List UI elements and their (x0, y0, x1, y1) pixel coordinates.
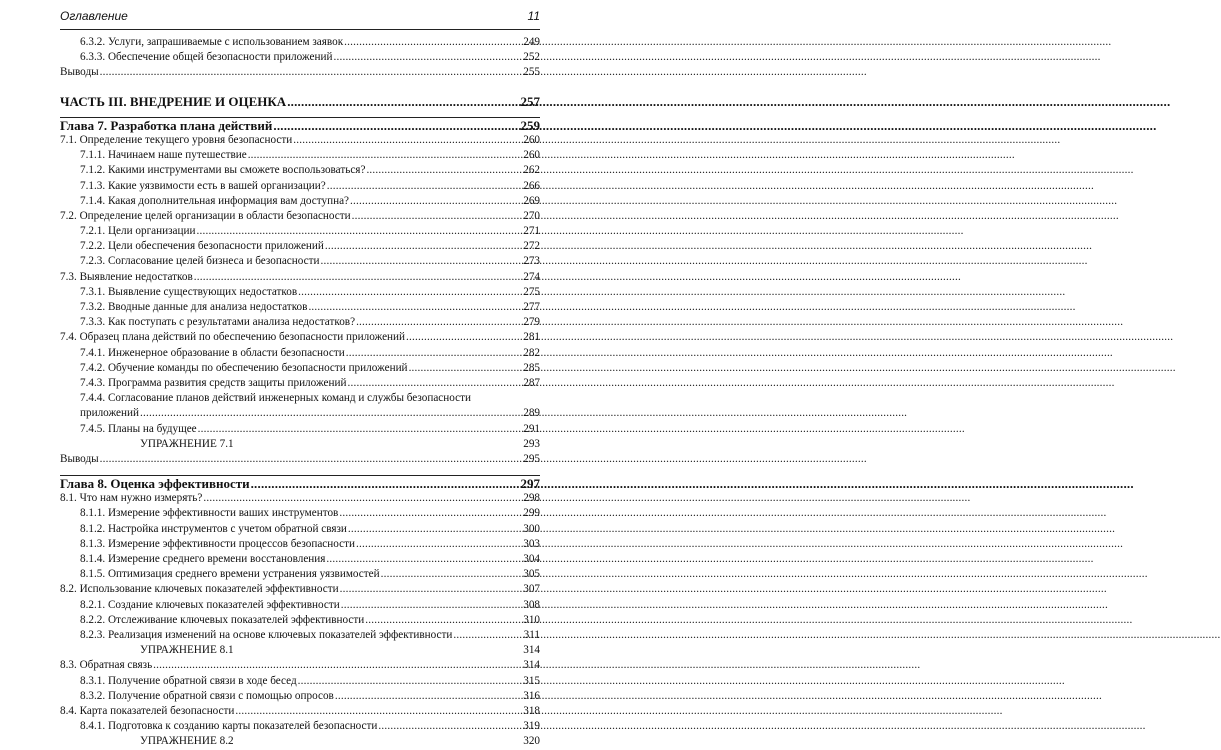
dot-leader (409, 361, 523, 376)
toc-entry-title-line1: 7.4.4. Согласование планов действий инженерных команд и службы безопасности (80, 392, 471, 405)
toc-page-number: 308 (523, 598, 540, 611)
toc-page-number: 305 (523, 568, 540, 581)
toc-page-number: 271 (523, 225, 540, 238)
dot-leader (347, 376, 522, 391)
toc-page-number: 255 (523, 66, 540, 79)
toc-page-number: 314 (523, 659, 540, 672)
dot-leader (100, 65, 523, 80)
toc-entry-title: 7.3.2. Вводные данные для анализа недостатков (80, 301, 308, 313)
toc-entry-title: 7.3. Выявление недостатков (60, 270, 193, 283)
toc-page-number: 260 (523, 133, 540, 146)
dot-leader (251, 476, 520, 491)
dot-leader (248, 148, 523, 163)
toc-page-number: 275 (523, 285, 540, 298)
toc-entry-title: 7.1.3. Какие уязвимости есть в вашей организации? (80, 179, 326, 192)
toc-entry[interactable] (60, 133, 540, 148)
toc-entry[interactable] (60, 194, 540, 209)
dot-leader (340, 582, 523, 597)
toc-entry[interactable] (60, 567, 540, 582)
dot-leader (326, 552, 522, 567)
toc-page-number: 293 (523, 437, 540, 450)
dot-leader (293, 133, 522, 148)
toc-exercise-title: УПРАЖНЕНИЕ 8.1 (140, 644, 234, 657)
toc-entry[interactable] (60, 148, 540, 163)
toc-entry[interactable] (60, 209, 540, 224)
toc-entry[interactable] (60, 452, 540, 467)
toc-page-number: 281 (523, 331, 540, 344)
toc-page-number: 298 (523, 492, 540, 505)
dot-leader (333, 50, 522, 65)
toc-page-number: 303 (523, 537, 540, 550)
toc-exercise[interactable] (60, 643, 540, 658)
dot-leader (350, 194, 522, 209)
toc-page-number: 277 (523, 301, 540, 313)
dot-leader (366, 163, 522, 178)
toc-entry-title: 7.2.2. Цели обеспечения безопасности приложений (80, 240, 324, 253)
toc-page-number: 314 (523, 644, 540, 657)
toc-page-number: 249 (523, 36, 540, 48)
spacer (60, 81, 540, 94)
toc-page-number: 285 (523, 361, 540, 374)
toc-page-number: 270 (523, 209, 540, 222)
dot-leader (203, 491, 522, 506)
toc-entry-title: 8.1.1. Измерение эффективности ваших инструментов (80, 507, 339, 520)
toc-page-number: 257 (520, 93, 540, 109)
dot-leader (140, 406, 522, 421)
dot-leader (194, 270, 522, 285)
toc-page-number: 307 (523, 583, 540, 596)
toc-page-number: 318 (523, 704, 540, 717)
dot-leader (352, 209, 523, 224)
toc-entry[interactable] (60, 35, 540, 50)
toc-page-number: 300 (523, 522, 540, 535)
toc-page-number: 320 (523, 735, 540, 748)
toc-page-number: 259 (520, 117, 540, 133)
toc-entry-title: 8.3.2. Получение обратной связи с помощью опросов (80, 689, 334, 702)
toc-entry[interactable] (60, 658, 540, 673)
toc-entry[interactable] (60, 613, 540, 628)
toc-entry-title: 6.3.2. Услуги, запрашиваемые с использованием заявок (80, 36, 344, 48)
toc-entry-title: 7.2.1. Цели организации (80, 225, 196, 238)
toc-page-number: 266 (523, 179, 540, 192)
toc-entry-title: 8.1.5. Оптимизация среднего времени устранения уязвимостей (80, 568, 380, 581)
toc-entry[interactable] (60, 376, 540, 391)
toc-entry[interactable] (60, 491, 540, 506)
toc-entry-title: 7.3.1. Выявление существующих недостатков (80, 285, 298, 298)
toc-entry[interactable] (60, 628, 540, 643)
toc-entry-title: 7.2.3. Согласование целей бизнеса и безопасности (80, 255, 320, 268)
toc-entry[interactable] (60, 163, 540, 178)
toc-entry-title: 7.1.2. Какими инструментами вы сможете воспользоваться? (80, 164, 366, 177)
toc-entry[interactable] (60, 598, 540, 613)
toc-heading[interactable] (60, 94, 540, 109)
dot-leader (325, 239, 522, 254)
toc-exercise[interactable] (60, 734, 540, 749)
toc-entry-title: 7.4.5. Планы на будущее (80, 422, 197, 435)
toc-entry-title: 7.4.2. Обучение команды по обеспечению безопасности приложений (80, 361, 408, 374)
dot-leader (453, 628, 522, 643)
toc-heading[interactable] (60, 118, 540, 133)
toc-entry-title: 6.3.3. Обеспечение общей безопасности приложений (80, 51, 333, 64)
toc-entry-title: Выводы (60, 66, 99, 79)
toc-entry[interactable] (60, 224, 540, 239)
dot-leader (378, 719, 522, 734)
dot-leader (287, 94, 519, 109)
toc-page-number: 279 (523, 316, 540, 329)
toc-entry[interactable] (60, 582, 540, 597)
toc-entry[interactable] (60, 704, 540, 719)
dot-leader (344, 35, 522, 50)
dot-leader (356, 315, 522, 330)
toc-entry-title-line2: приложений (80, 407, 139, 420)
toc-page-number: 297 (520, 476, 540, 492)
dot-leader (335, 689, 522, 704)
toc-page-number: 273 (523, 255, 540, 268)
toc-page-number: 315 (523, 674, 540, 687)
toc-entry[interactable] (60, 270, 540, 285)
table-of-contents (60, 35, 540, 749)
toc-page-number: 282 (523, 346, 540, 359)
toc-entry[interactable] (60, 254, 540, 269)
toc-entry-title: 8.2.2. Отслеживание ключевых показателей эффективности (80, 613, 365, 626)
toc-entry[interactable] (60, 239, 540, 254)
toc-entry[interactable] (60, 285, 540, 300)
toc-entry-title: 7.1.4. Какая дополнительная информация вам доступна? (80, 194, 350, 207)
toc-exercise[interactable] (60, 437, 540, 452)
toc-entry-title: 8.3.1. Получение обратной связи в ходе бесед (80, 674, 297, 687)
toc-page-number: 274 (523, 270, 540, 283)
toc-page-number: 262 (523, 164, 540, 177)
toc-entry[interactable] (60, 552, 540, 567)
toc-page-number: 291 (523, 422, 540, 435)
toc-entry-title: Глава 7. Разработка плана действий (60, 117, 273, 133)
toc-entry[interactable] (60, 422, 540, 437)
dot-leader (235, 704, 522, 719)
dot-leader (298, 674, 523, 689)
toc-entry-title: ЧАСТЬ III. ВНЕДРЕНИЕ И ОЦЕНКА (60, 93, 287, 109)
toc-entry[interactable] (60, 391, 540, 421)
toc-entry[interactable] (60, 179, 540, 194)
toc-entry-title: 8.2.1. Создание ключевых показателей эффективности (80, 598, 340, 611)
dot-leader (100, 452, 523, 467)
toc-entry[interactable] (60, 689, 540, 704)
toc-entry-title: 7.1.1. Начинаем наше путешествие (80, 149, 247, 162)
header-divider (60, 29, 540, 30)
toc-page-number: 310 (523, 613, 540, 626)
toc-page-number: 287 (523, 376, 540, 389)
dot-leader (348, 522, 522, 537)
dot-leader (339, 506, 522, 521)
toc-entry-title: 8.1.4. Измерение среднего времени восстановления (80, 553, 326, 565)
toc-entry-title: 7.4.1. Инженерное образование в области безопасности (80, 346, 345, 359)
dot-leader (298, 285, 522, 300)
dot-leader (198, 422, 523, 437)
toc-page-number: 269 (523, 194, 540, 207)
toc-heading[interactable] (60, 476, 540, 491)
toc-page-number: 319 (523, 720, 540, 733)
toc-entry-title: 7.1. Определение текущего уровня безопасности (60, 133, 293, 146)
toc-page-number: 304 (523, 553, 540, 565)
dot-leader (327, 179, 522, 194)
toc-entry-title: 8.4. Карта показателей безопасности (60, 704, 235, 717)
toc-entry[interactable] (60, 537, 540, 552)
dot-leader (365, 613, 522, 628)
toc-exercise-title: УПРАЖНЕНИЕ 7.1 (140, 437, 234, 450)
toc-page-number: 252 (523, 51, 540, 64)
toc-entry[interactable] (60, 300, 540, 315)
header-page-number: 11 (527, 9, 540, 23)
toc-page-number: 260 (523, 149, 540, 162)
toc-entry[interactable] (60, 330, 540, 345)
dot-leader (308, 300, 522, 315)
toc-entry[interactable] (60, 674, 540, 689)
header-title: Оглавление (60, 9, 128, 23)
toc-entry[interactable] (60, 522, 540, 537)
toc-exercise-title: УПРАЖНЕНИЕ 8.2 (140, 735, 234, 748)
toc-entry-title: Выводы (60, 452, 99, 465)
spacer (60, 467, 540, 475)
toc-entry[interactable] (60, 361, 540, 376)
page-header (60, 9, 540, 25)
toc-entry-title: 7.3.3. Как поступать с результатами анализа недостатков? (80, 316, 356, 329)
toc-entry-title: 8.1.2. Настройка инструментов с учетом обратной связи (80, 522, 347, 535)
toc-entry[interactable] (60, 65, 540, 80)
toc-entry[interactable] (60, 346, 540, 361)
toc-entry-title: 8.4.1. Подготовка к созданию карты показателей безопасности (80, 720, 378, 733)
dot-leader (320, 254, 522, 269)
toc-entry[interactable] (60, 719, 540, 734)
dot-leader (406, 330, 522, 345)
toc-entry-title: 8.2. Использование ключевых показателей эффективности (60, 583, 339, 596)
toc-page-number: 295 (523, 452, 540, 465)
toc-entry-title: 8.3. Обратная связь (60, 659, 153, 672)
toc-page-number: 289 (523, 407, 540, 420)
toc-page-number: 316 (523, 689, 540, 702)
toc-entry[interactable] (60, 50, 540, 65)
toc-page-number: 299 (523, 507, 540, 520)
dot-leader (341, 598, 522, 613)
dot-leader (153, 658, 522, 673)
toc-page-number: 311 (523, 628, 540, 641)
dot-leader (356, 537, 522, 552)
dot-leader (196, 224, 522, 239)
toc-entry-title: 7.2. Определение целей организации в области безопасности (60, 209, 351, 222)
toc-entry-title: 8.2.3. Реализация изменений на основе ключевых показателей эффективности (80, 628, 453, 641)
toc-entry-title: 7.4.3. Программа развития средств защиты приложений (80, 376, 347, 389)
toc-entry-title: 7.4. Образец плана действий по обеспечению безопасности приложений (60, 331, 406, 344)
toc-entry-title: 8.1. Что нам нужно измерять? (60, 492, 203, 505)
dot-leader (273, 118, 519, 133)
toc-entry[interactable] (60, 506, 540, 521)
spacer (60, 109, 540, 117)
toc-entry[interactable] (60, 315, 540, 330)
toc-entry-title: Глава 8. Оценка эффективности (60, 476, 250, 492)
toc-entry-title: 8.1.3. Измерение эффективности процессов безопасности (80, 537, 355, 550)
toc-page-number: 272 (523, 240, 540, 253)
dot-leader (346, 346, 522, 361)
dot-leader (381, 567, 523, 582)
